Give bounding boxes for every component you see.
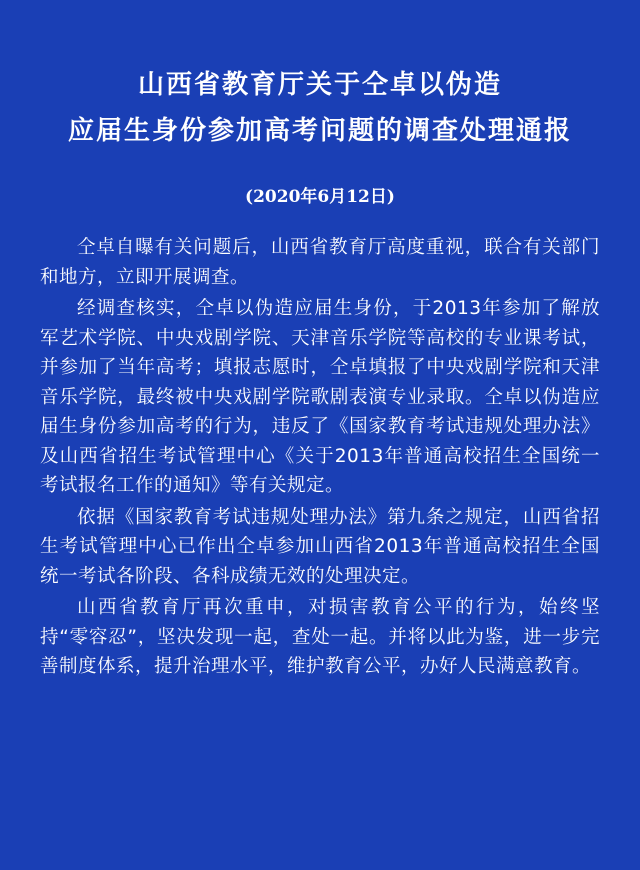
paragraph-3: 依据《国家教育考试违规处理办法》第九条之规定，山西省招生考试管理中心已作出仝卓参加山西省2013年普通高校招生全国统一考试各阶段、各科成绩无效的处理决定。 (40, 506, 600, 587)
paragraph-2: 经调查核实，仝卓以伪造应届生身份，于2013年参加了解放军艺术学院、中央戏剧学院、天津音乐学院等高校的专业课考试，并参加了当年高考；填报志愿时，仝卓填报了中央戏剧学院和天津音乐学院，最终被中央戏剧学院歌剧表演专业录取。仝卓以伪造应届生身份参加高考的行为，违反了《国家教育考试违规处理办法》及山西省招生考试管理中心《关于2013年普通高校招生全国统一考试报名工作的通知》等有关规定。 (40, 298, 600, 496)
title-line-2: 应届生身份参加高考问题的调查处理通报 (67, 116, 572, 146)
title-line-1: 山西省教育厅关于仝卓以伪造 (137, 70, 502, 100)
notice-date: (2020年6月12日) (245, 187, 395, 207)
paragraph-1: 仝卓自曝有关问题后，山西省教育厅高度重视，联合有关部门和地方，立即开展调查。 (40, 237, 600, 288)
notice-title (40, 62, 600, 154)
paragraph-4: 山西省教育厅再次重申，对损害教育公平的行为，始终坚持“零容忍”，坚决发现一起，查处一起。并将以此为鉴，进一步完善制度体系，提升治理水平，维护教育公平，办好人民满意教育。 (40, 597, 600, 677)
